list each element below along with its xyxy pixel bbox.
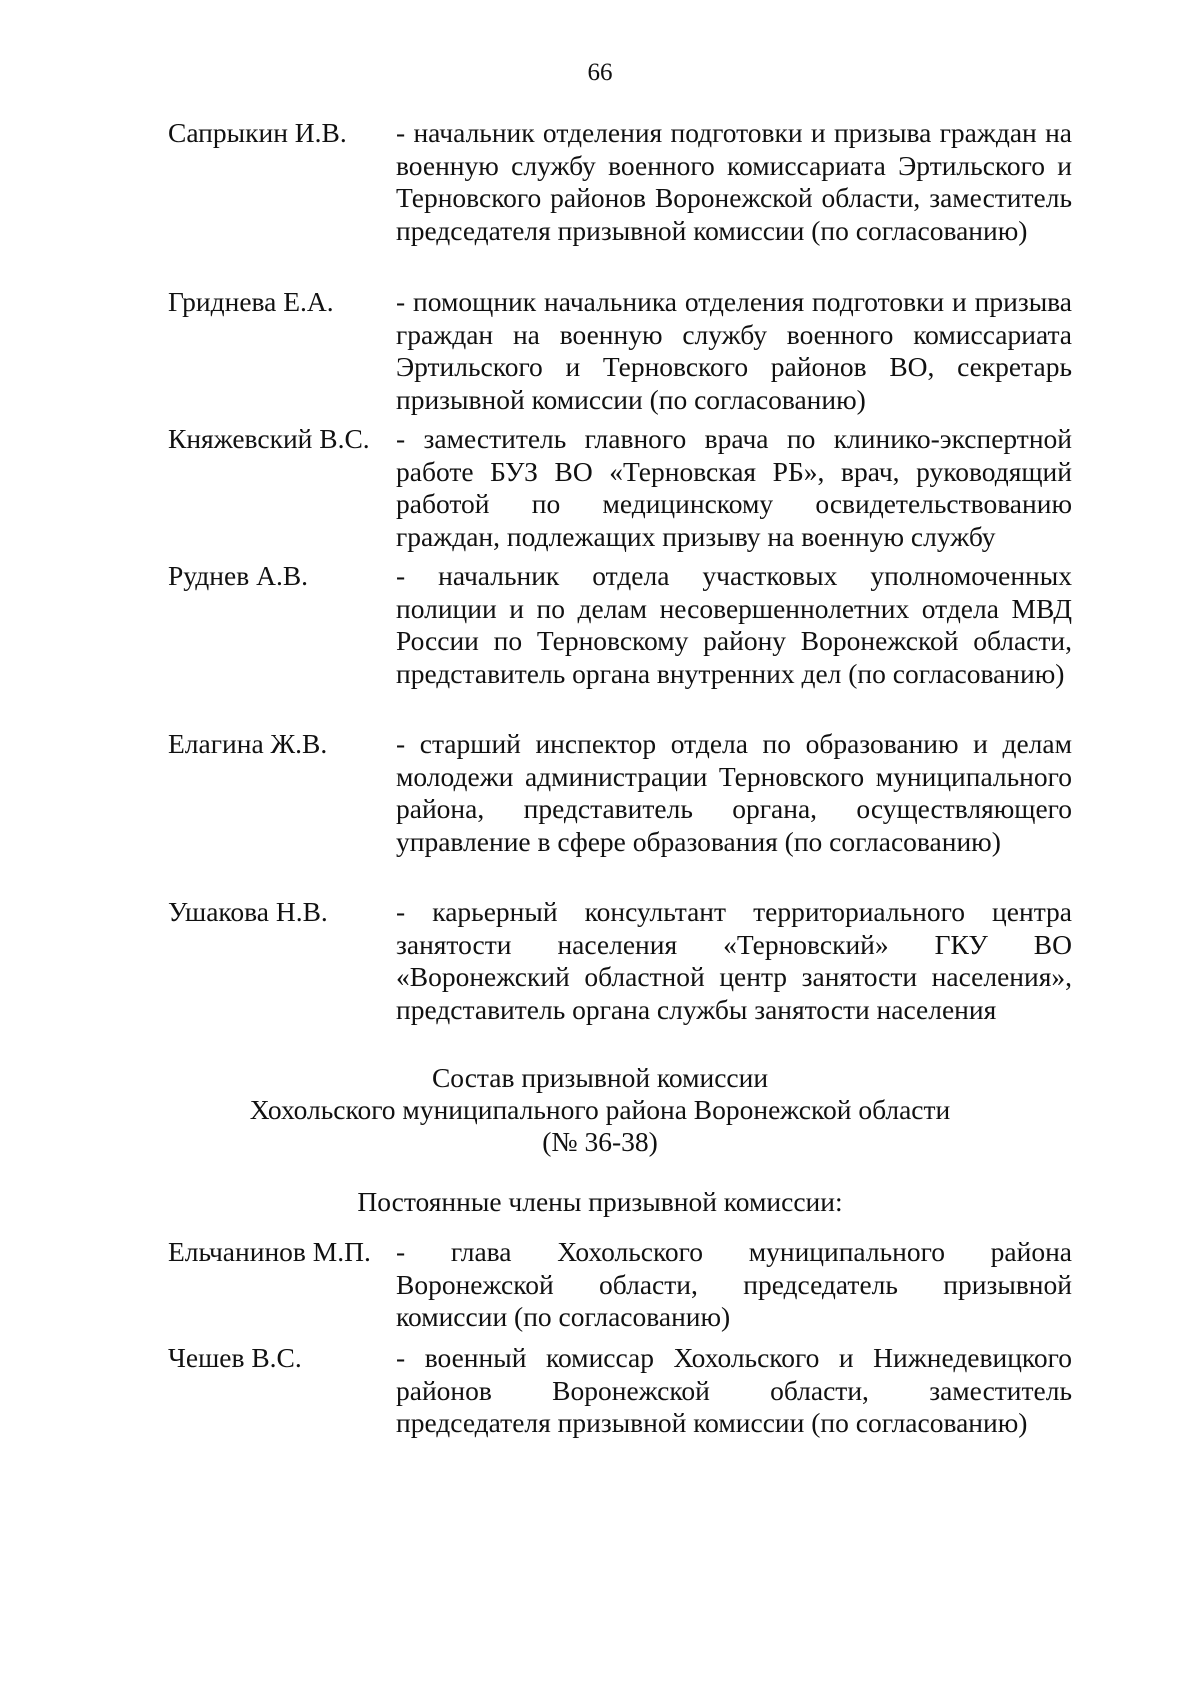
member-description: - старший инспектор отдела по образованию и делам молодежи администрации Терновского муниципального района, представитель органа, осуществляющего управление в сфере образования (по согласованию) [396,728,1072,857]
member-description: - заместитель главного врача по клинико-экспертной работе БУЗ ВО «Терновская РБ», врач, руководящий работой по медицинскому освидетельствованию граждан, подлежащих призыву на военную службу [396,423,1072,552]
member-name: Чешев В.С. [168,1342,302,1373]
member-description: - карьерный консультант территориального центра занятости населения «Терновский» ГКУ ВО «Воронежский областной центр занятости населения», представитель органа службы занятости населения [396,896,1072,1025]
member-description: - военный комиссар Хохольского и Нижнедевицкого районов Воронежской области, заместитель председателя призывной комиссии (по согласованию) [396,1342,1072,1438]
section-title-line2: Хохольского муниципального района Воронежской области [249,1094,951,1125]
member-description: - начальник отдела участковых уполномоченных полиции и по делам несовершеннолетних отдела МВД России по Терновскому району Воронежской области, представитель органа внутренних дел (по согласованию) [396,560,1072,689]
member-description: - начальник отделения подготовки и призыва граждан на военную службу военного комиссариата Эртильского и Терновского районов Воронежской области, заместитель председателя призывной комиссии (по согласованию) [396,117,1072,246]
member-name: Сапрыкин И.В. [168,117,347,148]
member-name: Елагина Ж.В. [168,728,328,759]
section-title-line3: (№ 36-38) [542,1126,658,1157]
page-number: 66 [587,59,613,86]
member-name: Руднев А.В. [168,560,309,591]
section-title-line1: Состав призывной комиссии [431,1062,769,1093]
section-subtitle: Постоянные члены призывной комиссии: [357,1186,843,1217]
member-name: Ельчанинов М.П. [168,1236,371,1267]
member-name: Ушакова Н.В. [168,896,328,927]
member-description: - глава Хохольского муниципального района Воронежской области, председатель призывной комиссии (по согласованию) [396,1236,1072,1332]
member-name: Княжевский В.С. [168,423,370,454]
member-name: Гриднева Е.А. [168,286,334,317]
member-description: - помощник начальника отделения подготовки и призыва граждан на военную службу военного комиссариата Эртильского и Терновского районов ВО, секретарь призывной комиссии (по согласованию) [396,286,1072,415]
